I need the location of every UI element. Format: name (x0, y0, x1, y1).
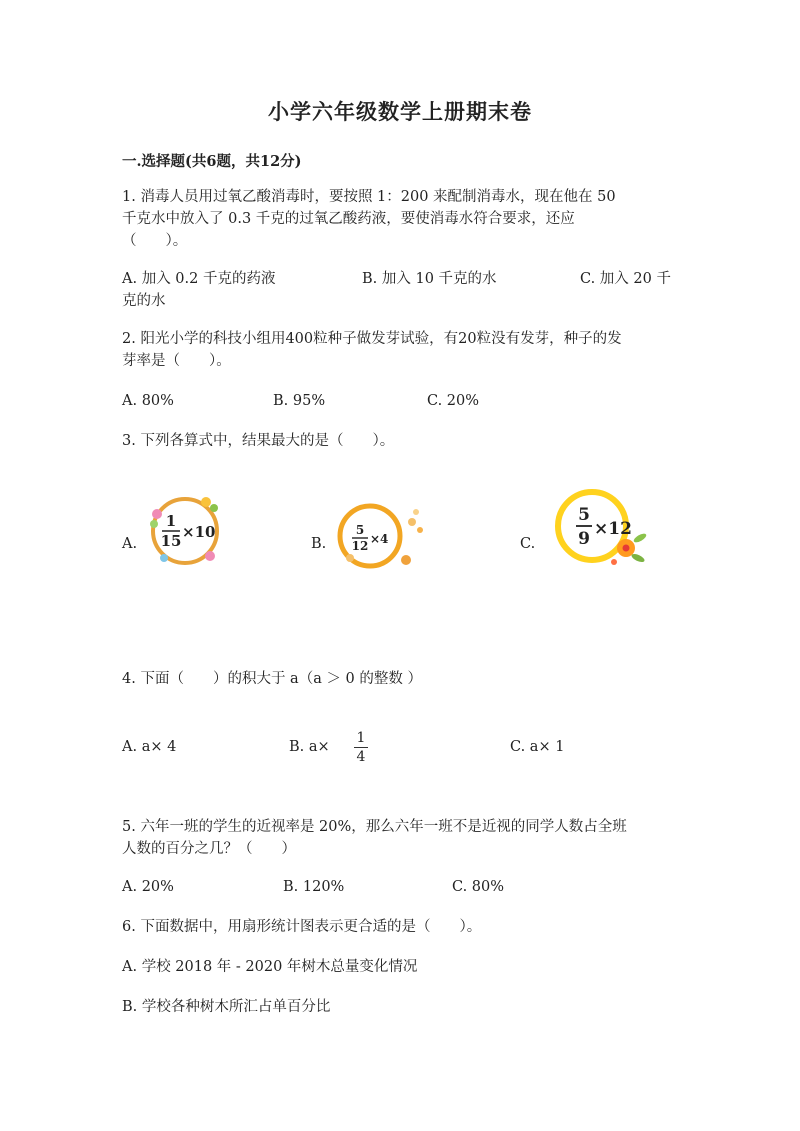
q2-line2: 芽率是（ ）。 (122, 353, 231, 369)
q5-line1: 5. 六年一班的学生的近视率是 20%，那么六年一班不是近视的同学人数占全班 (122, 819, 627, 835)
q1-line3: （ ）。 (122, 233, 188, 249)
q1-option-c: C. 加入 20 千 (580, 271, 671, 287)
q3-option-b: B. (311, 536, 327, 552)
q1-option-c-cont: 克的水 (122, 293, 166, 309)
q3-option-c: C. (520, 536, 536, 552)
q1-line1: 1. 消毒人员用过氧乙酸消毒时，要按照 1：200 来配制消毒水，现在他在 50 (122, 189, 616, 205)
q4-option-b: B. a× (289, 739, 330, 755)
q3-c-multiplier: ×12 (594, 519, 632, 539)
q5-option-b: B. 120% (283, 879, 345, 895)
q3-a-denominator: 15 (160, 532, 182, 550)
q3-b-denominator: 12 (351, 539, 369, 553)
q4-option-a: A. a× 4 (122, 739, 177, 755)
q2-option-a: A. 80% (122, 393, 174, 409)
q5-line2: 人数的百分之几？（ ） (122, 841, 296, 857)
q1-option-b: B. 加入 10 千克的水 (362, 271, 497, 287)
q3-b-multiplier: ×4 (370, 532, 389, 546)
q1-line2: 千克水中放入了 0.3 千克的过氧乙酸药液，要使消毒水符合要求，还应 (122, 211, 575, 227)
q3-line1: 3. 下列各算式中，结果最大的是（ ）。 (122, 433, 395, 449)
q5-option-c: C. 80% (452, 879, 505, 895)
q4-line1: 4. 下面（ ）的积大于 a（a ＞ 0 的整数 ） (122, 671, 423, 687)
q4-b-denominator: 4 (356, 749, 366, 765)
q3-option-a-badge (144, 494, 226, 568)
q6-line1: 6. 下面数据中，用扇形统计图表示更合适的是（ ）。 (122, 919, 482, 935)
q2-option-c: C. 20% (427, 393, 480, 409)
q6-option-b: B. 学校各种树木所汇占单百分比 (122, 999, 331, 1015)
q3-b-numerator: 5 (355, 523, 365, 537)
q4-option-c: C. a× 1 (510, 739, 565, 755)
q6-option-a: A. 学校 2018 年 - 2020 年树木总量变化情况 (122, 959, 418, 975)
fraction-bar (354, 747, 368, 748)
q3-option-b-badge (330, 500, 430, 572)
q5-option-a: A. 20% (122, 879, 174, 895)
q3-option-c-badge (546, 488, 656, 572)
q3-option-a: A. (122, 536, 138, 552)
q2-line1: 2. 阳光小学的科技小组用400粒种子做发芽试验，有20粒没有发芽，种子的发 (122, 331, 622, 347)
section-heading: 一.选择题(共6题，共12分) (122, 153, 302, 170)
page-title: 小学六年级数学上册期末卷 (268, 99, 532, 124)
q3-c-denominator: 9 (578, 529, 590, 549)
q1-option-a: A. 加入 0.2 千克的药液 (122, 271, 276, 287)
q3-c-numerator: 5 (578, 505, 590, 525)
q3-a-multiplier: ×10 (182, 523, 216, 541)
q3-a-numerator: 1 (165, 512, 177, 530)
q2-option-b: B. 95% (273, 393, 326, 409)
q4-option-b-fraction (354, 730, 368, 765)
q4-b-numerator: 1 (356, 730, 366, 746)
